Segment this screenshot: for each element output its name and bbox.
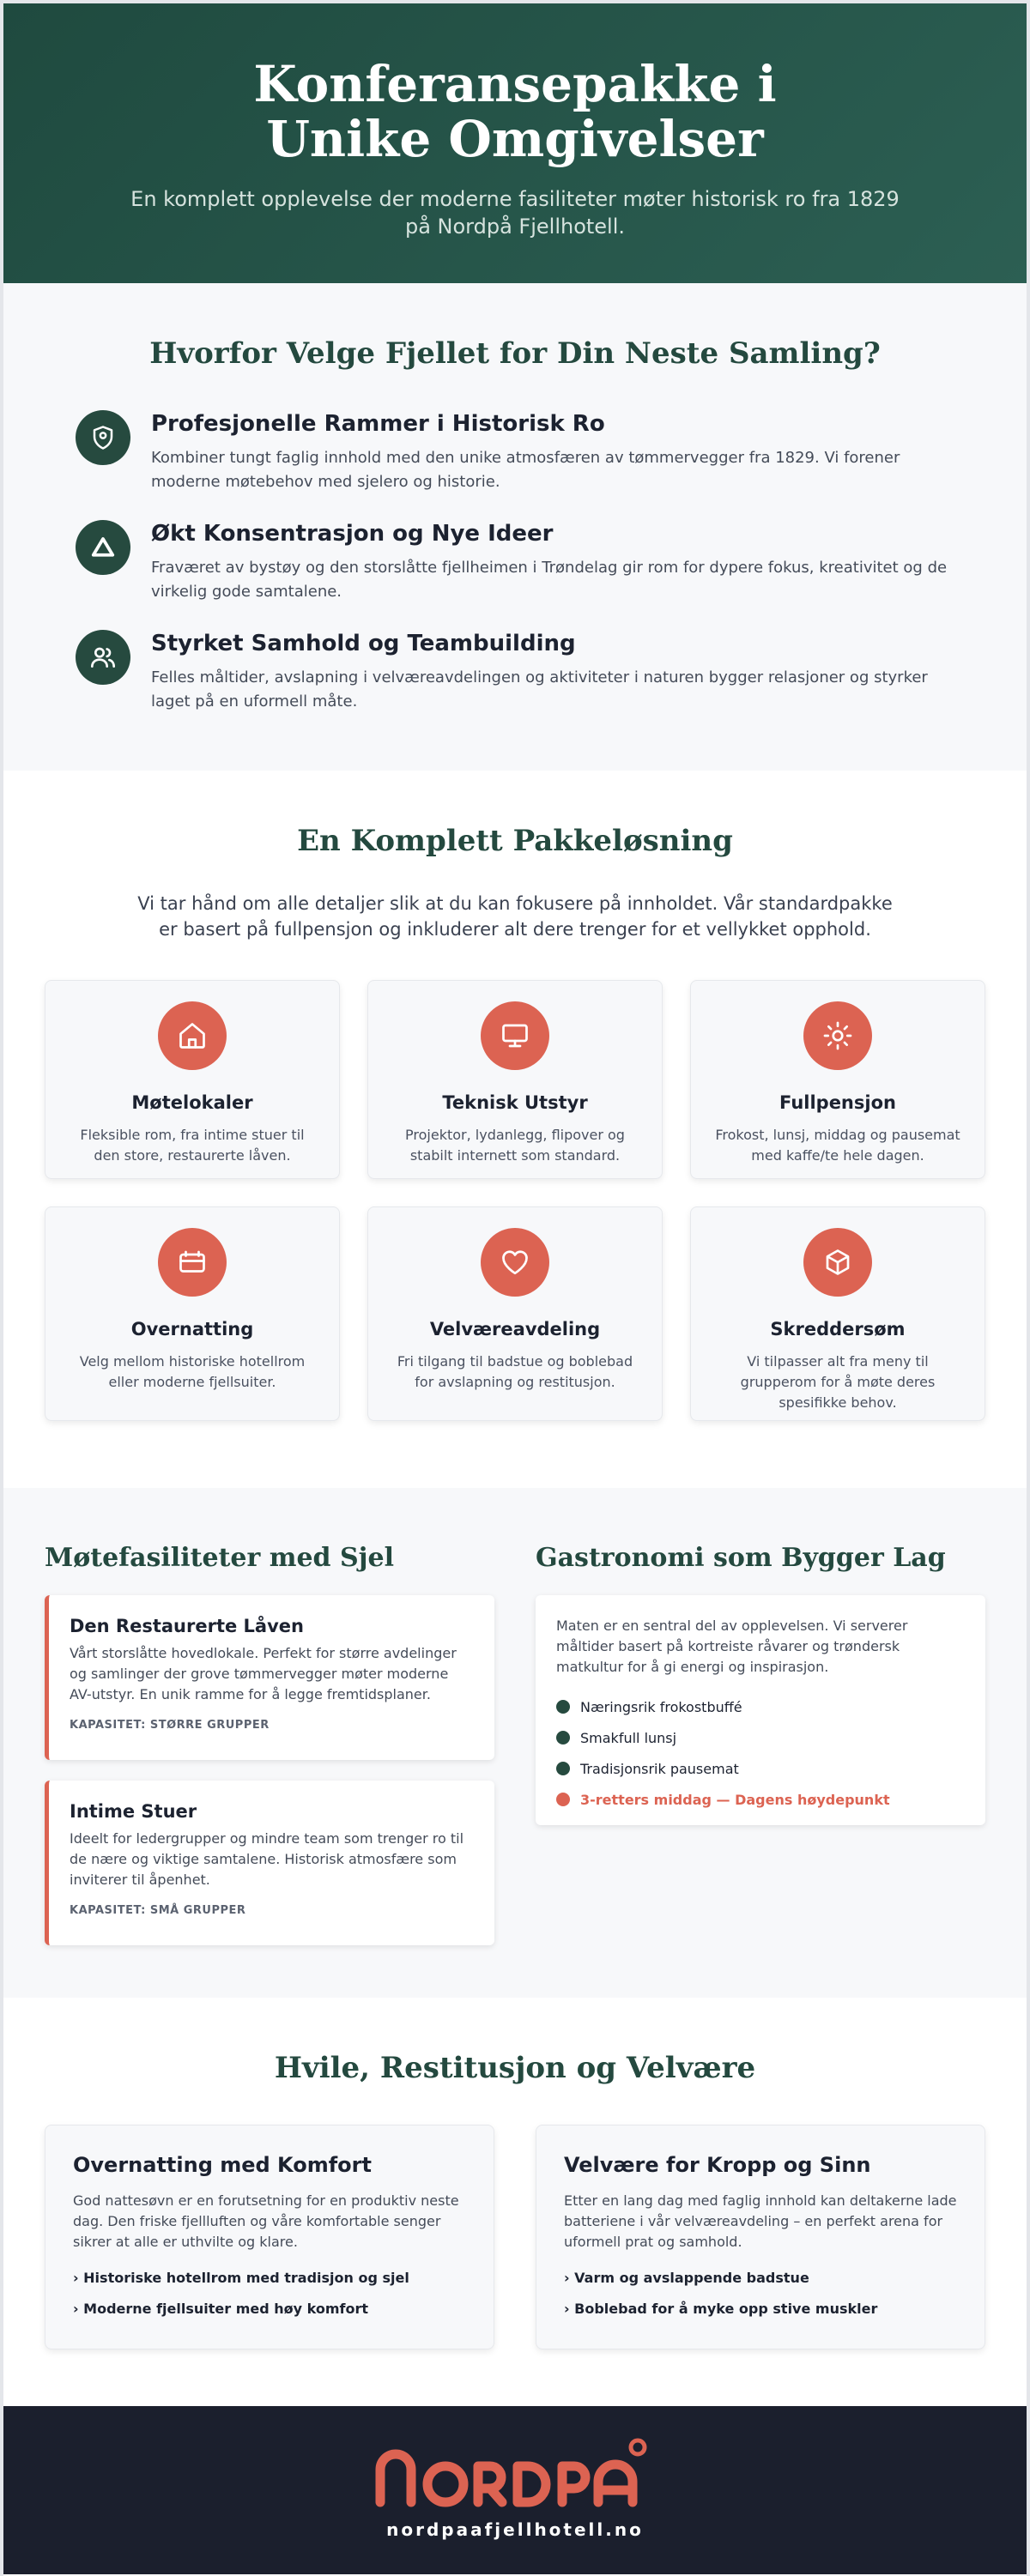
footer bbox=[3, 2406, 1027, 2574]
package-cards bbox=[45, 980, 1027, 1421]
rest-card-list bbox=[73, 2268, 466, 2330]
home-icon bbox=[158, 1001, 227, 1070]
list-item-label: Tradisjonsrik pausemat bbox=[580, 1760, 739, 1777]
package-card bbox=[367, 1206, 663, 1421]
gastronomy-text: Maten er en sentral del av opplevelsen. Vi serverer måltider basert på kortreiste råvarer og trøndersk matkultur for å gi energi og inspirasjon. bbox=[556, 1618, 908, 1675]
why-item-title: Styrket Samhold og Teambuilding bbox=[151, 631, 576, 656]
package-card-title: Fullpensjon bbox=[779, 1092, 896, 1113]
package-card bbox=[367, 980, 663, 1179]
hero-section bbox=[3, 3, 1027, 283]
bullet-dot-icon bbox=[556, 1700, 570, 1714]
gastronomy-card bbox=[536, 1595, 985, 1825]
gastronomy-column bbox=[536, 1543, 985, 1998]
package-section bbox=[3, 771, 1027, 1488]
hero-subtitle: En komplett opplevelse der moderne fasiliteter møter historisk ro fra 1829 på Nordpå Fjellhotell. bbox=[130, 187, 900, 239]
rest-card-list bbox=[564, 2268, 957, 2330]
shield-icon bbox=[76, 410, 130, 465]
facility-title: Den Restaurerte Låven bbox=[70, 1616, 304, 1636]
package-card-title: Teknisk Utstyr bbox=[442, 1092, 588, 1113]
package-card bbox=[690, 980, 985, 1179]
list-item bbox=[556, 1753, 965, 1784]
facilities-title: Møtefasiliteter med Sjel bbox=[45, 1543, 394, 1573]
package-card-text: Fri tilgang til badstue og boblebad for avslapning og restitusjon. bbox=[397, 1353, 633, 1390]
package-card-text: Vi tilpasser alt fra meny til grupperom for å møte deres spesifikke behov. bbox=[740, 1353, 936, 1411]
bullet-dot-icon bbox=[556, 1762, 570, 1775]
heart-icon bbox=[481, 1228, 549, 1297]
list-item bbox=[556, 1722, 965, 1753]
package-card-title: Overnatting bbox=[130, 1319, 254, 1339]
nordpa-logo bbox=[373, 2435, 657, 2513]
gastronomy-title: Gastronomi som Bygger Lag bbox=[536, 1543, 946, 1573]
list-item-highlight bbox=[556, 1784, 965, 1815]
rest-cards bbox=[45, 2125, 1027, 2349]
facility-capacity: KAPASITET: SMÅ GRUPPER bbox=[70, 1904, 246, 1917]
package-card bbox=[45, 1206, 340, 1421]
triangle-icon bbox=[76, 520, 130, 575]
rest-card-title: Velvære for Kropp og Sinn bbox=[564, 2153, 871, 2177]
list-item-label: Næringsrik frokostbuffé bbox=[580, 1698, 742, 1715]
users-icon bbox=[76, 630, 130, 685]
sun-icon bbox=[803, 1001, 872, 1070]
package-card-text: Frokost, lunsj, middag og pausemat med kaffe/te hele dagen. bbox=[715, 1127, 960, 1164]
list-item: › Moderne fjellsuiter med høy komfort bbox=[73, 2301, 369, 2317]
facility-capacity: KAPASITET: STØRRE GRUPPER bbox=[70, 1719, 270, 1732]
facility-text: Vårt storslåtte hovedlokale. Perfekt for større avdelinger og samlinger der grove tømmervegger møter moderne AV-utstyr. En unik ramme for å legge fremtidsplaner. bbox=[70, 1645, 457, 1702]
gastronomy-list bbox=[556, 1691, 965, 1815]
facilities-gastronomy-section bbox=[3, 1488, 1027, 1998]
facilities-column bbox=[45, 1543, 494, 1998]
package-card-text: Projektor, lydanlegg, flipover og stabilt internett som standard. bbox=[405, 1127, 625, 1164]
package-card-text: Velg mellom historiske hotellrom eller moderne fjellsuiter. bbox=[79, 1353, 306, 1390]
package-card bbox=[690, 1206, 985, 1421]
package-title: En Komplett Pakkeløsning bbox=[297, 824, 733, 858]
rest-card bbox=[536, 2125, 985, 2349]
why-item bbox=[76, 410, 951, 520]
why-item bbox=[76, 630, 951, 740]
list-item bbox=[556, 1691, 965, 1722]
bed-icon bbox=[158, 1228, 227, 1297]
why-item-text: Kombiner tungt faglig innhold med den unike atmosfæren av tømmervegger fra 1829. Vi forener moderne møtebehov med sjelero og historie. bbox=[151, 449, 900, 491]
rest-section bbox=[3, 1998, 1027, 2406]
rest-card-title: Overnatting med Komfort bbox=[73, 2153, 372, 2177]
package-card-title: Skreddersøm bbox=[770, 1319, 906, 1339]
package-intro: Vi tar hånd om alle detaljer slik at du kan fokusere på innholdet. Vår standardpakke er basert på fullpensjon og inkluderer alt dere trenger for et vellykket opphold. bbox=[137, 893, 893, 940]
rest-card-text: God nattesøvn er en forutsetning for en produktiv neste dag. Den friske fjellluften og våre komfortable senger sikrer at alle er uthvilte og klare. bbox=[73, 2192, 459, 2250]
facility-text: Ideelt for ledergrupper og mindre team som trenger ro til de nære og viktige samtalene. Historisk atmosfære som inviterer til åpenhet. bbox=[70, 1830, 464, 1888]
hero-title: Konferansepakke i Unike Omgivelser bbox=[253, 55, 777, 168]
box-icon bbox=[803, 1228, 872, 1297]
why-list bbox=[76, 410, 951, 740]
bullet-dot-icon bbox=[556, 1793, 570, 1806]
package-card-text: Fleksible rom, fra intime stuer til den store, restaurerte låven. bbox=[80, 1127, 305, 1164]
package-card-title: Møtelokaler bbox=[131, 1092, 253, 1113]
list-item: › Varm og avslappende badstue bbox=[564, 2270, 809, 2286]
monitor-icon bbox=[481, 1001, 549, 1070]
package-card bbox=[45, 980, 340, 1179]
why-item-text: Fraværet av bystøy og den storslåtte fjellheimen i Trøndelag gir rom for dypere fokus, kreativitet og de virkelig gode samtalene. bbox=[151, 559, 948, 601]
why-item bbox=[76, 520, 951, 630]
why-section bbox=[3, 283, 1027, 771]
rest-title: Hvile, Restitusjon og Velvære bbox=[274, 2051, 756, 2085]
why-item-title: Økt Konsentrasjon og Nye Ideer bbox=[151, 521, 554, 547]
facility-title: Intime Stuer bbox=[70, 1801, 197, 1822]
list-item-label: Smakfull lunsj bbox=[580, 1729, 677, 1746]
list-item: › Boblebad for å myke opp stive muskler bbox=[564, 2301, 878, 2317]
facility-card bbox=[45, 1781, 494, 1945]
rest-card bbox=[45, 2125, 494, 2349]
why-item-title: Profesjonelle Rammer i Historisk Ro bbox=[151, 411, 605, 437]
package-card-title: Velværeavdeling bbox=[429, 1319, 601, 1339]
why-item-text: Felles måltider, avslapning i velværeavdelingen og aktiviteter i naturen bygger relasjoner og styrker laget på en uformell måte. bbox=[151, 668, 928, 711]
list-item-label: 3-retters middag — Dagens høydepunkt bbox=[580, 1791, 890, 1808]
list-item: › Historiske hotellrom med tradisjon og sjel bbox=[73, 2270, 409, 2286]
bullet-dot-icon bbox=[556, 1731, 570, 1745]
footer-url[interactable]: nordpaafjellhotell.no bbox=[386, 2519, 644, 2540]
why-title: Hvorfor Velge Fjellet for Din Neste Samling? bbox=[149, 336, 881, 371]
rest-card-text: Etter en lang dag med faglig innhold kan deltakerne lade batteriene i vår velværeavdeling – en perfekt arena for uformell prat og samhold. bbox=[564, 2192, 957, 2250]
facility-card bbox=[45, 1595, 494, 1760]
